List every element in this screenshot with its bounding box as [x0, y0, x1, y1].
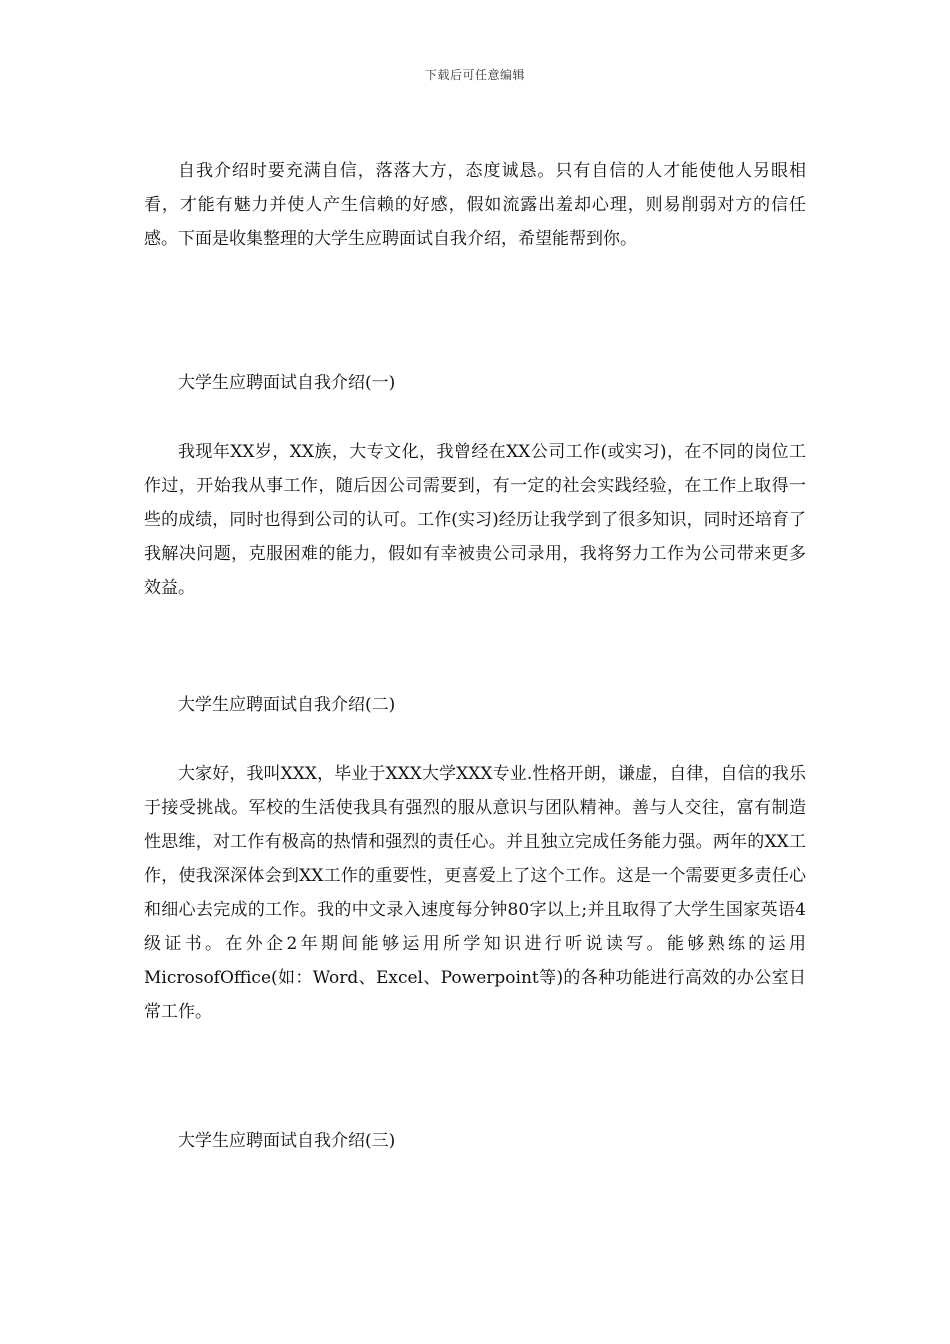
section-2-heading-block — [144, 688, 806, 722]
page-header-note: 下载后可任意编辑 — [424, 68, 525, 82]
section-1-heading-block — [144, 366, 806, 400]
intro-paragraph: 自我介绍时要充满自信，落落大方，态度诚恳。只有自信的人才能使他人另眼相看，才能有魅力并使人产生信赖的好感，假如流露出羞却心理，则易削弱对方的信任感。下面是收集整理的大学生应聘面试自我介绍，希望能帮到你。 — [144, 161, 806, 249]
section-2-body-block — [144, 757, 806, 1029]
section-heading-2: 大学生应聘面试自我介绍(二) — [178, 695, 396, 715]
section-heading-1: 大学生应聘面试自我介绍(一) — [178, 373, 396, 393]
section-paragraph-2: 大家好，我叫XXX，毕业于XXX大学XXX专业.性格开朗，谦虚，自律，自信的我乐于接受挑战。军校的生活使我具有强烈的服从意识与团队精神。善与人交往，富有制造性思维，对工作有极高的热情和强烈的责任心。并且独立完成任务能力强。两年的XX工作，使我深深体会到XX工作的重要性，更喜爱上了这个工作。这是一个需要更多责任心和细心去完成的工作。我的中文录入速度每分钟80字以上;并且取得了大学生国家英语4级证书。在外企2年期间能够运用所学知识进行听说读写。能够熟练的运用MicrosofOffice(如：Word、Excel、Powerpoint等)的各种功能进行高效的办公室日常工作。 — [144, 764, 806, 1022]
section-3-heading-block — [144, 1124, 806, 1158]
section-paragraph-1: 我现年XX岁，XX族，大专文化，我曾经在XX公司工作(或实习)，在不同的岗位工作过，开始我从事工作，随后因公司需要到，有一定的社会实践经验，在工作上取得一些的成绩，同时也得到公司的认可。工作(实习)经历让我学到了很多知识，同时还培育了我解决问题，克服困难的能力，假如有幸被贵公司录用，我将努力工作为公司带来更多效益。 — [144, 442, 806, 598]
section-1-body-block — [144, 435, 806, 605]
section-heading-3: 大学生应聘面试自我介绍(三) — [178, 1131, 396, 1151]
intro-block — [144, 154, 806, 256]
